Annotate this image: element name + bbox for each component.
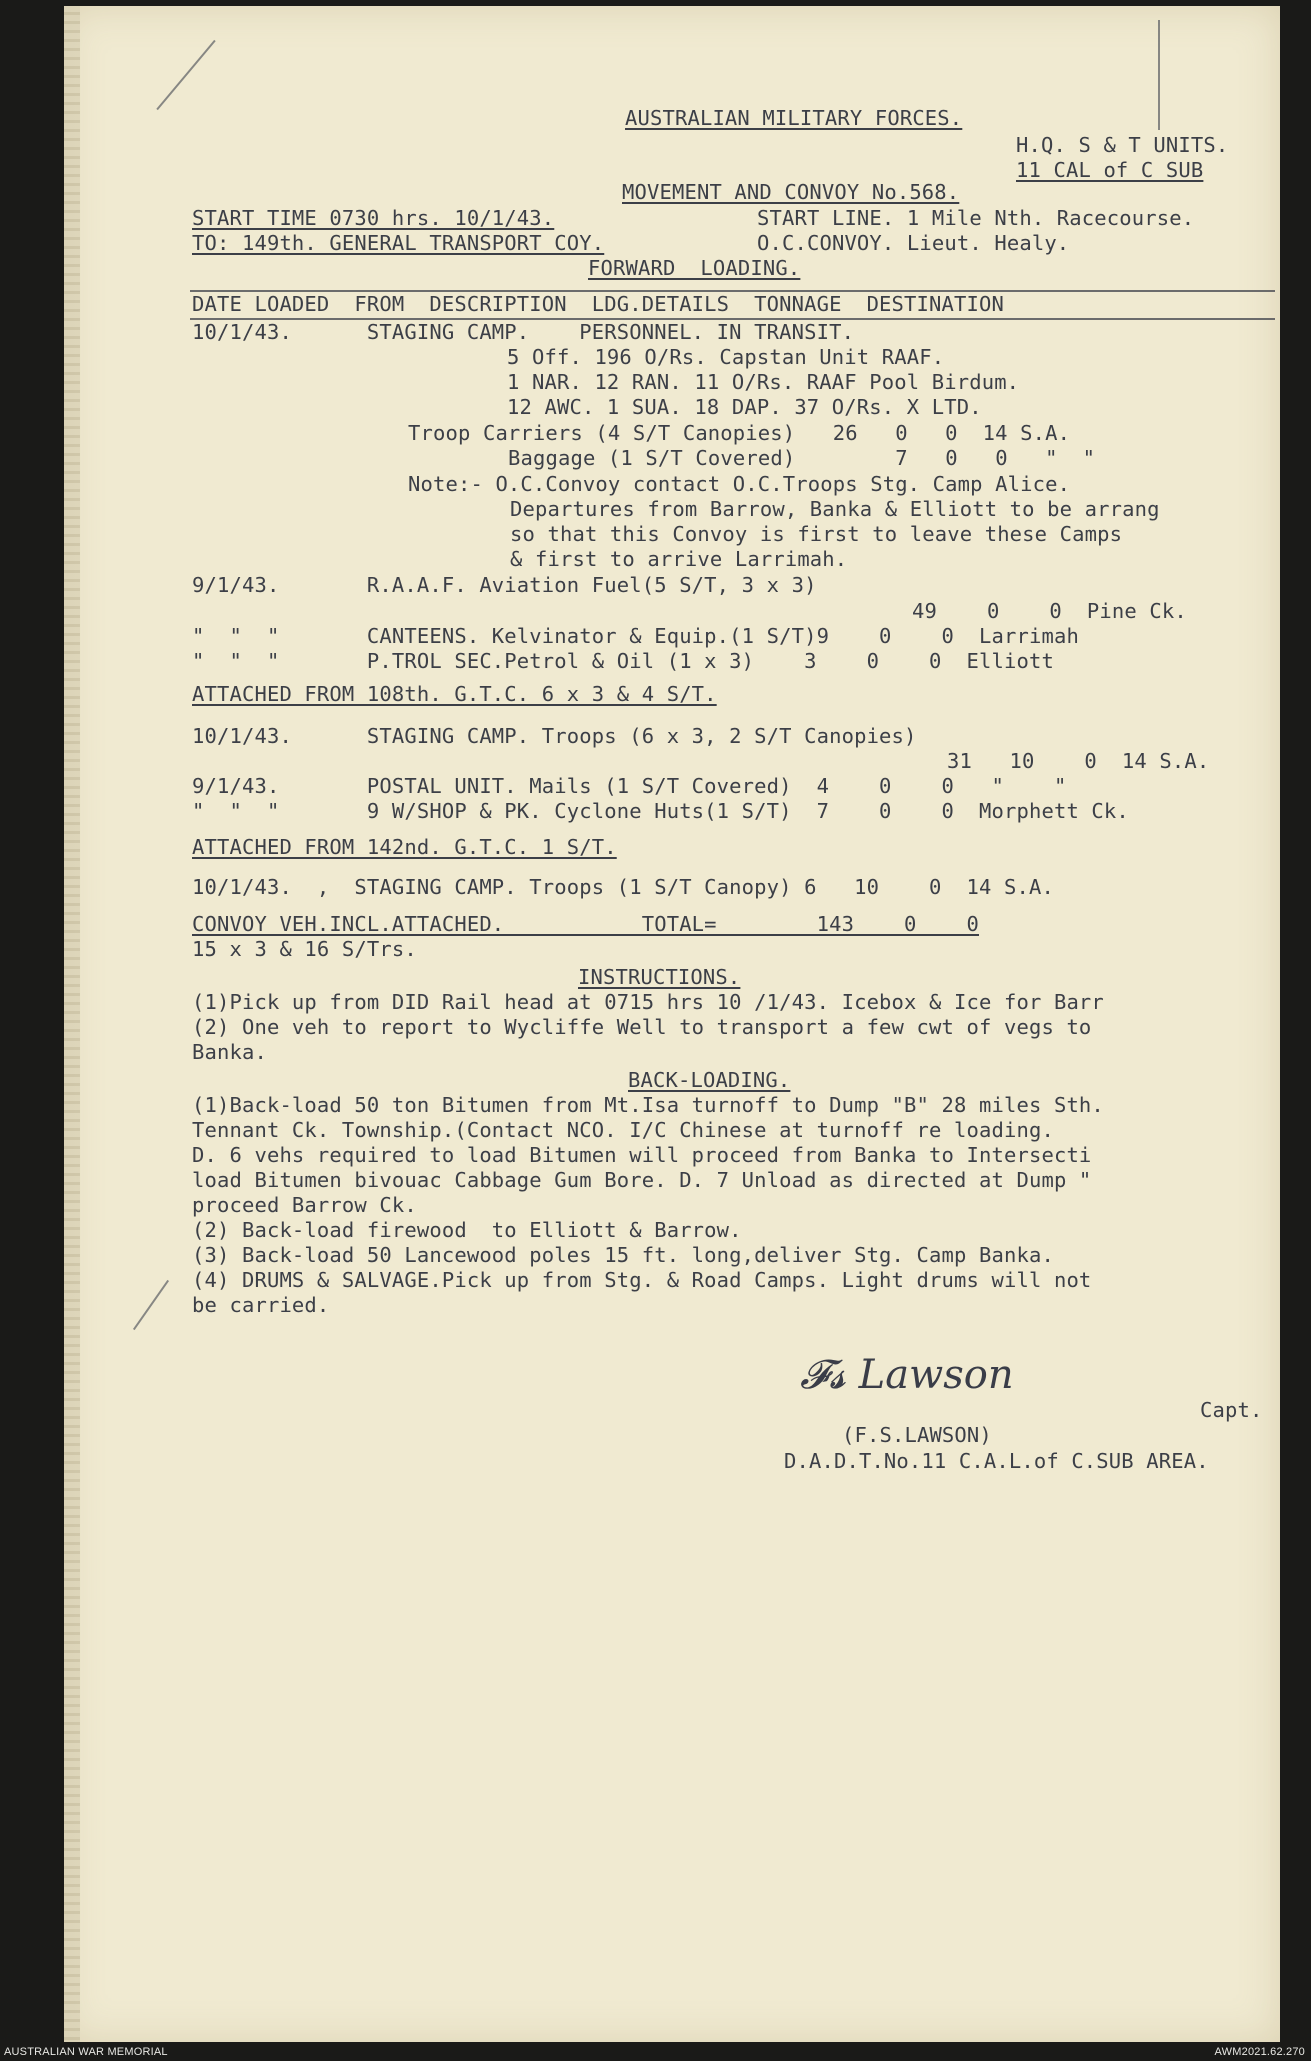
load-row: 1 NAR. 12 RAN. 11 O/Rs. RAAF Pool Birdum. [507, 370, 1020, 394]
backloading-line: (1)Back-load 50 ton Bitumen from Mt.Isa turnoff to Dump "B" 28 miles Sth. [192, 1093, 1104, 1117]
header-unit2: 11 CAL of C SUB [1016, 158, 1204, 182]
load-row: " " " 9 W/SHOP & PK. Cyclone Huts(1 S/T) 7 0 0 Morphett Ck. [192, 799, 1129, 823]
backloading-line: (4) DRUMS & SALVAGE.Pick up from Stg. & Road Camps. Light drums will not [192, 1268, 1092, 1292]
instructions-heading: INSTRUCTIONS. [578, 965, 741, 989]
to-unit: TO: 149th. GENERAL TRANSPORT COY. [192, 231, 605, 255]
note-line: Note:- O.C.Convoy contact O.C.Troops Stg. Camp Alice. [408, 472, 1071, 496]
backloading-line: be carried. [192, 1293, 330, 1317]
header-unit1: H.Q. S & T UNITS. [1016, 133, 1229, 157]
load-row: " " " CANTEENS. Kelvinator & Equip.(1 S/T)9 0 0 Larrimah [192, 624, 1079, 648]
movement-title: MOVEMENT AND CONVOY No.568. [622, 180, 960, 204]
backloading-line: Tennant Ck. Township.(Contact NCO. I/C Chinese at turnoff re loading. [192, 1118, 1054, 1142]
handwritten-signature: 𝓕𝓼 Lawson [800, 1352, 1014, 1398]
column-headers: DATE LOADED FROM DESCRIPTION LDG.DETAILS TONNAGE DESTINATION [192, 292, 1004, 316]
oc-convoy: O.C.CONVOY. Lieut. Healy. [757, 231, 1070, 255]
note-line: & first to arrive Larrimah. [510, 547, 848, 571]
load-row: Troop Carriers (4 S/T Canopies) 26 0 0 14 S.A. [408, 421, 1071, 445]
backloading-line: (2) Back-load firewood to Elliott & Barrow. [192, 1218, 742, 1242]
load-row: 9/1/43. POSTAL UNIT. Mails (1 S/T Covered) 4 0 0 " " [192, 774, 1067, 798]
margin-mark [1158, 20, 1160, 130]
load-row: 10/1/43. STAGING CAMP. PERSONNEL. IN TRANSIT. [192, 320, 855, 344]
footer-archive-id: AWM2021.62.270 [1214, 2046, 1305, 2058]
instruction-line: (2) One veh to report to Wycliffe Well to transport a few cwt of vegs to [192, 1015, 1092, 1039]
note-line: so that this Convoy is first to leave these Camps [510, 522, 1123, 546]
footer-archive-name: AUSTRALIAN WAR MEMORIAL [4, 2046, 168, 2058]
load-row: 9/1/43. R.A.A.F. Aviation Fuel(5 S/T, 3 x 3) [192, 573, 817, 597]
backloading-heading: BACK-LOADING. [628, 1068, 791, 1092]
backloading-line: proceed Barrow Ck. [192, 1193, 417, 1217]
load-row: 10/1/43. STAGING CAMP. Troops (6 x 3, 2 S/T Canopies) [192, 724, 917, 748]
header-org: AUSTRALIAN MILITARY FORCES. [625, 106, 963, 130]
load-row: 49 0 0 Pine Ck. [912, 599, 1187, 623]
forward-loading: FORWARD LOADING. [588, 256, 801, 280]
signature-title: D.A.D.T.No.11 C.A.L.of C.SUB AREA. [784, 1449, 1209, 1473]
load-row: " " " P.TROL SEC.Petrol & Oil (1 x 3) 3 0 0 Elliott [192, 649, 1054, 673]
load-row: Baggage (1 S/T Covered) 7 0 0 " " [508, 446, 1096, 470]
convoy-vehicles: 15 x 3 & 16 S/Trs. [192, 937, 417, 961]
backloading-line: load Bitumen bivouac Cabbage Gum Bore. D. 7 Unload as directed at Dump " [192, 1168, 1092, 1192]
attached-heading: ATTACHED FROM 108th. G.T.C. 6 x 3 & 4 S/T. [192, 682, 717, 706]
load-row: 10/1/43. , STAGING CAMP. Troops (1 S/T Canopy) 6 10 0 14 S.A. [192, 875, 1054, 899]
binding-edge [64, 6, 80, 2042]
instruction-line: (1)Pick up from DID Rail head at 0715 hrs 10 /1/43. Icebox & Ice for Barr [192, 990, 1104, 1014]
instruction-line: Banka. [192, 1040, 267, 1064]
note-line: Departures from Barrow, Banka & Elliott to be arrang [510, 497, 1160, 521]
signature-name: (F.S.LAWSON) [842, 1423, 992, 1447]
backloading-line: D. 6 vehs required to load Bitumen will proceed from Banka to Intersecti [192, 1143, 1092, 1167]
backloading-line: (3) Back-load 50 Lancewood poles 15 ft. long,deliver Stg. Camp Banka. [192, 1243, 1054, 1267]
convoy-total: CONVOY VEH.INCL.ATTACHED. TOTAL= 143 0 0 [192, 912, 979, 936]
load-row: 31 10 0 14 S.A. [947, 749, 1210, 773]
start-line: START LINE. 1 Mile Nth. Racecourse. [757, 206, 1195, 230]
load-row: 5 Off. 196 O/Rs. Capstan Unit RAAF. [507, 345, 945, 369]
attached-heading: ATTACHED FROM 142nd. G.T.C. 1 S/T. [192, 835, 617, 859]
load-row: 12 AWC. 1 SUA. 18 DAP. 37 O/Rs. X LTD. [507, 395, 982, 419]
start-time: START TIME 0730 hrs. 10/1/43. [192, 206, 555, 230]
signature-rank: Capt. [1200, 1398, 1263, 1422]
